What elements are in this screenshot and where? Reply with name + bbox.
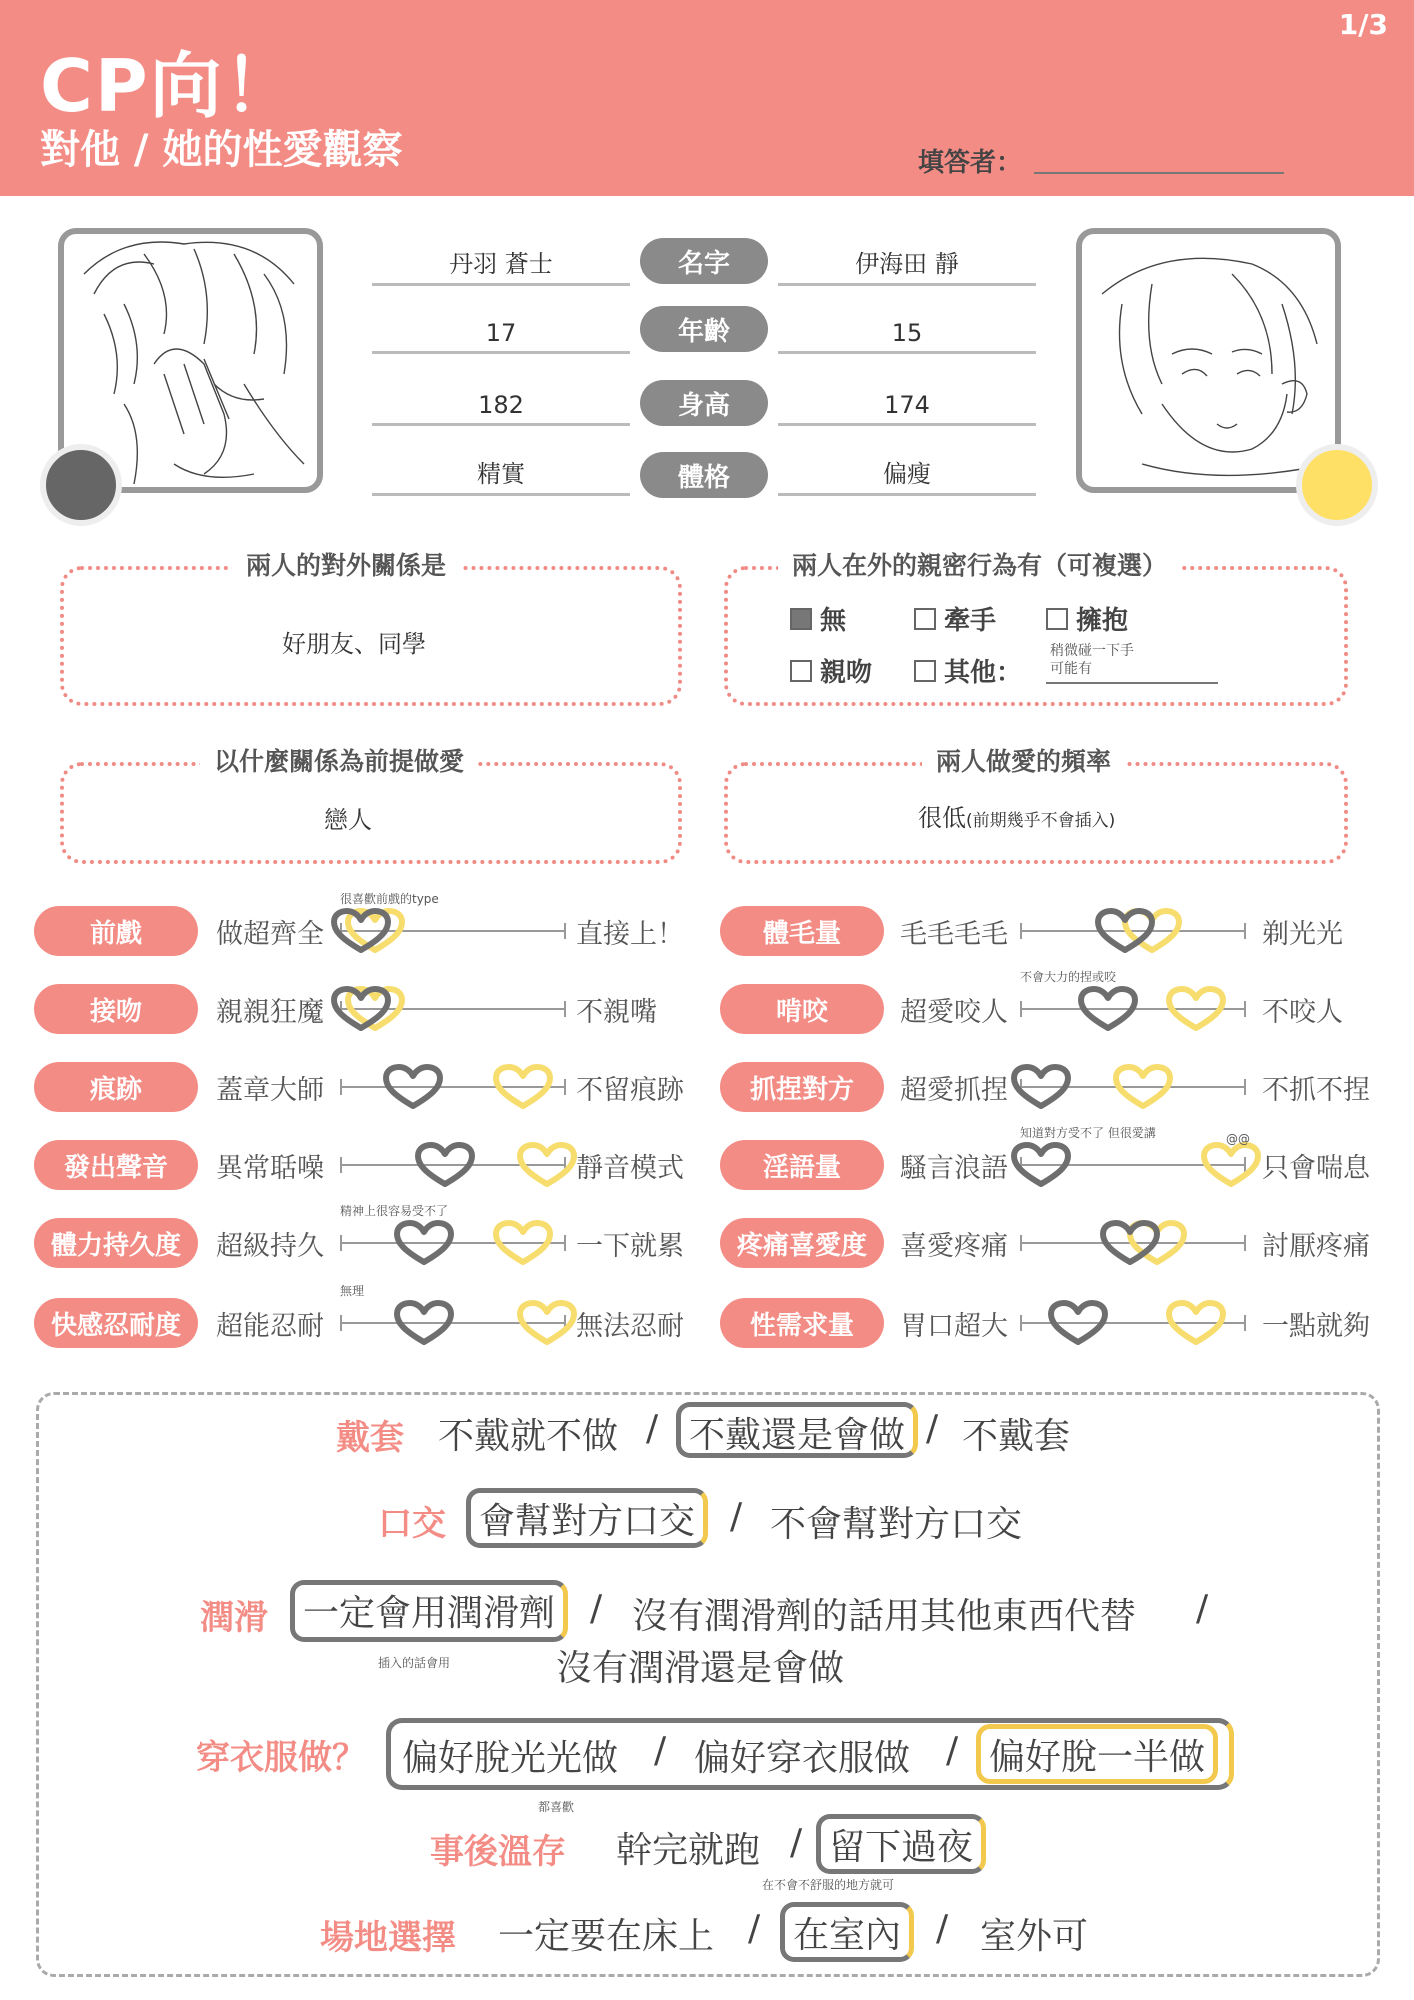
clothes-note: 都喜歡 <box>538 1800 575 1814</box>
gray-heart-icon[interactable] <box>1047 1300 1109 1350</box>
label-height: 身高 <box>640 380 768 426</box>
gray-heart-icon[interactable] <box>414 1142 476 1192</box>
slider-label: 淫語量 <box>720 1140 884 1190</box>
q-oral: 口交 <box>378 1504 446 1544</box>
gray-heart-icon[interactable] <box>393 1220 455 1270</box>
clothes-opt2[interactable]: 偏好穿衣服做 <box>694 1738 911 1779</box>
condom-opt3[interactable]: 不戴套 <box>962 1416 1071 1457</box>
q-lube: 潤滑 <box>200 1598 268 1638</box>
gray-heart-icon[interactable] <box>393 1300 455 1350</box>
slider-left-text: 異常聒噪 <box>216 1153 324 1184</box>
slider-note: 無理 <box>340 1284 365 1298</box>
slider-left-text: 蓋章大師 <box>216 1075 324 1106</box>
slider-label: 接吻 <box>34 984 198 1034</box>
slider-left-text: 超愛抓捏 <box>900 1075 1008 1106</box>
relation-title: 兩人的對外關係是 <box>232 546 460 582</box>
slider-note: 不會大力的捏或咬 <box>1020 970 1117 984</box>
other-field-line[interactable] <box>1046 682 1218 684</box>
slider-right-text: 討厭疼痛 <box>1262 1231 1370 1262</box>
right-height: 174 <box>778 386 1036 426</box>
gray-heart-icon[interactable] <box>382 1064 444 1114</box>
lube-opt2[interactable]: 沒有潤滑劑的話用其他東西代替 <box>632 1596 1137 1637</box>
right-portrait-sketch <box>1082 234 1335 487</box>
sep: / <box>926 1408 939 1449</box>
frequency-title: 兩人做愛的頻率 <box>922 742 1125 778</box>
yellow-heart-icon[interactable] <box>492 1064 554 1114</box>
right-portrait <box>1076 228 1341 493</box>
slider-note-2: @@ <box>1226 1132 1250 1146</box>
yellow-heart-icon[interactable] <box>516 1300 578 1350</box>
lube-opt1-selected[interactable]: 一定會用潤滑劑 <box>290 1580 568 1642</box>
yellow-heart-icon[interactable] <box>1165 1300 1227 1350</box>
checkbox[interactable] <box>790 660 812 682</box>
slider-left-text: 做超齊全 <box>216 919 324 950</box>
slider-label: 體力持久度 <box>34 1218 198 1268</box>
slider-tick-right <box>1244 923 1246 939</box>
gray-heart-icon[interactable] <box>330 908 392 958</box>
gray-heart-icon[interactable] <box>1094 908 1156 958</box>
slider-right-text: 不抓不捏 <box>1262 1075 1370 1106</box>
clothes-opt3-selected[interactable]: 偏好脫一半做 <box>976 1724 1218 1784</box>
option-other[interactable]: 其他： <box>914 652 1022 689</box>
slider-note: 精神上很容易受不了 <box>340 1204 449 1218</box>
slider-right-text: 不咬人 <box>1262 997 1343 1028</box>
label-age: 年齡 <box>640 306 768 352</box>
sep: / <box>1196 1588 1209 1629</box>
yellow-heart-icon[interactable] <box>492 1220 554 1270</box>
page-title: CP向！ <box>40 44 298 128</box>
slider-left-text: 胃口超大 <box>900 1311 1008 1342</box>
slider-left-text: 超級持久 <box>216 1231 324 1262</box>
slider-tick-right <box>564 1079 566 1095</box>
page-number: 1/3 <box>1338 8 1388 41</box>
slider-left-text: 親親狂魔 <box>216 997 324 1028</box>
checkbox[interactable] <box>914 660 936 682</box>
yellow-heart-icon[interactable] <box>516 1142 578 1192</box>
frequency-value <box>918 798 1115 833</box>
slider-tick-right <box>1244 1315 1246 1331</box>
slider-tick-left <box>1020 923 1022 939</box>
slider-left-text: 超能忍耐 <box>216 1311 324 1342</box>
clothes-opt1[interactable]: 偏好脫光光做 <box>402 1738 619 1779</box>
aftercare-opt1[interactable]: 幹完就跑 <box>616 1830 761 1871</box>
other-note-1: 稍微碰一下手 <box>1050 643 1134 659</box>
left-age: 17 <box>372 314 630 354</box>
slider-right-text: 不親嘴 <box>576 997 657 1028</box>
gray-heart-icon[interactable] <box>1099 1220 1161 1270</box>
right-name: 伊海田 靜 <box>778 246 1036 286</box>
slider-tick-right <box>1244 1235 1246 1251</box>
slider-tick-right <box>564 923 566 939</box>
sep: / <box>730 1496 743 1537</box>
slider-tick-right <box>1244 1079 1246 1095</box>
condom-opt1[interactable]: 不戴就不做 <box>438 1416 619 1457</box>
slider-right-text: 只會喘息 <box>1262 1153 1370 1184</box>
checkbox[interactable] <box>914 608 936 630</box>
left-color-dot <box>40 444 122 526</box>
slider-label: 啃咬 <box>720 984 884 1034</box>
public-acts-title: 兩人在外的親密行為有（可複選） <box>778 546 1181 582</box>
left-height: 182 <box>372 386 630 426</box>
oral-opt2[interactable]: 不會幫對方口交 <box>770 1504 1023 1545</box>
place-opt1[interactable]: 一定要在床上 <box>498 1916 715 1957</box>
right-color-dot <box>1296 444 1378 526</box>
lube-note: 插入的話會用 <box>378 1656 451 1670</box>
right-age: 15 <box>778 314 1036 354</box>
right-build: 偏瘦 <box>778 456 1036 496</box>
condom-opt2-selected[interactable]: 不戴還是會做 <box>676 1402 918 1458</box>
slider-label: 快感忍耐度 <box>34 1298 198 1348</box>
option-none[interactable]: 無 <box>790 600 846 637</box>
slider-left-text: 毛毛毛毛 <box>900 919 1008 950</box>
slider-label: 發出聲音 <box>34 1140 198 1190</box>
gray-heart-icon[interactable] <box>1010 1064 1072 1114</box>
premise-value: 戀人 <box>324 806 372 834</box>
slider-label: 痕跡 <box>34 1062 198 1112</box>
slider-tick-left <box>340 1157 342 1173</box>
premise-title: 以什麼關係為前提做愛 <box>200 742 478 778</box>
option-kiss[interactable]: 親吻 <box>790 652 872 689</box>
gray-heart-icon[interactable] <box>330 986 392 1036</box>
yellow-heart-icon[interactable] <box>1165 986 1227 1036</box>
slider-tick-left <box>340 1235 342 1251</box>
slider-tick-left <box>1020 1235 1022 1251</box>
slider-tick-right <box>1244 1001 1246 1017</box>
q-clothes: 穿衣服做？ <box>196 1738 366 1778</box>
slider-tick-left <box>340 1315 342 1331</box>
yellow-heart-icon[interactable] <box>1200 1142 1262 1192</box>
slider-right-text: 直接上！ <box>576 919 684 950</box>
respondent-label: 填答者： <box>918 148 1023 178</box>
gray-heart-icon[interactable] <box>1077 986 1139 1036</box>
sep: / <box>654 1730 667 1771</box>
oral-opt1-selected[interactable]: 會幫對方口交 <box>466 1488 708 1548</box>
respondent-field[interactable] <box>1034 172 1284 174</box>
q-condom: 戴套 <box>336 1418 404 1458</box>
aftercare-opt2-selected[interactable]: 留下過夜 <box>816 1814 986 1874</box>
checkbox-checked[interactable] <box>790 608 812 630</box>
sep: / <box>590 1588 603 1629</box>
slider-right-text: 剃光光 <box>1262 919 1343 950</box>
slider-label: 疼痛喜愛度 <box>720 1218 884 1268</box>
slider-note: 很喜歡前戲的type <box>340 892 439 906</box>
frequency-note: (前期幾乎不會插入) <box>966 811 1116 831</box>
slider-tick-left <box>1020 1315 1022 1331</box>
place-opt3[interactable]: 室外可 <box>980 1916 1089 1957</box>
option-hold-hands[interactable]: 牽手 <box>914 600 996 637</box>
label-name: 名字 <box>640 238 768 284</box>
other-note-2: 可能有 <box>1050 661 1092 677</box>
q-place: 場地選擇 <box>320 1918 456 1958</box>
slider-label: 抓捏對方 <box>720 1062 884 1112</box>
slider-label: 體毛量 <box>720 906 884 956</box>
q-aftercare: 事後溫存 <box>430 1832 566 1872</box>
checkbox[interactable] <box>1046 608 1068 630</box>
gray-heart-icon[interactable] <box>1010 1142 1072 1192</box>
slider-tick-right <box>564 1235 566 1251</box>
slider-right-text: 不留痕跡 <box>576 1075 684 1106</box>
yellow-heart-icon[interactable] <box>1112 1064 1174 1114</box>
relation-value: 好朋友、同學 <box>282 630 426 658</box>
sep: / <box>946 1730 959 1771</box>
sep: / <box>936 1908 949 1949</box>
slider-note: 知道對方受不了 但很愛講 <box>1020 1126 1156 1140</box>
sep: / <box>646 1408 659 1449</box>
frequency-main: 很低 <box>918 804 966 832</box>
slider-tick-left <box>1020 1001 1022 1017</box>
page-subtitle: 對他 / 她的性愛觀察 <box>40 127 403 173</box>
aftercare-note: 在不會不舒服的地方就可 <box>762 1878 895 1892</box>
slider-label: 前戲 <box>34 906 198 956</box>
slider-left-text: 喜愛疼痛 <box>900 1231 1008 1262</box>
slider-right-text: 無法忍耐 <box>576 1311 684 1342</box>
slider-right-text: 一點就夠 <box>1262 1311 1370 1342</box>
slider-left-text: 騷言浪語 <box>900 1153 1008 1184</box>
label-build: 體格 <box>640 452 768 498</box>
place-opt2-selected[interactable]: 在室內 <box>780 1902 914 1962</box>
slider-label: 性需求量 <box>720 1298 884 1348</box>
left-build: 精實 <box>372 456 630 496</box>
lube-opt3[interactable]: 沒有潤滑還是會做 <box>556 1648 845 1689</box>
sep: / <box>790 1822 803 1863</box>
slider-tick-right <box>564 1001 566 1017</box>
slider-right-text: 一下就累 <box>576 1231 684 1262</box>
slider-tick-left <box>340 1079 342 1095</box>
left-name: 丹羽 蒼士 <box>372 246 630 286</box>
slider-left-text: 超愛咬人 <box>900 997 1008 1028</box>
sep: / <box>748 1908 761 1949</box>
option-hug[interactable]: 擁抱 <box>1046 600 1128 637</box>
slider-right-text: 靜音模式 <box>576 1153 684 1184</box>
